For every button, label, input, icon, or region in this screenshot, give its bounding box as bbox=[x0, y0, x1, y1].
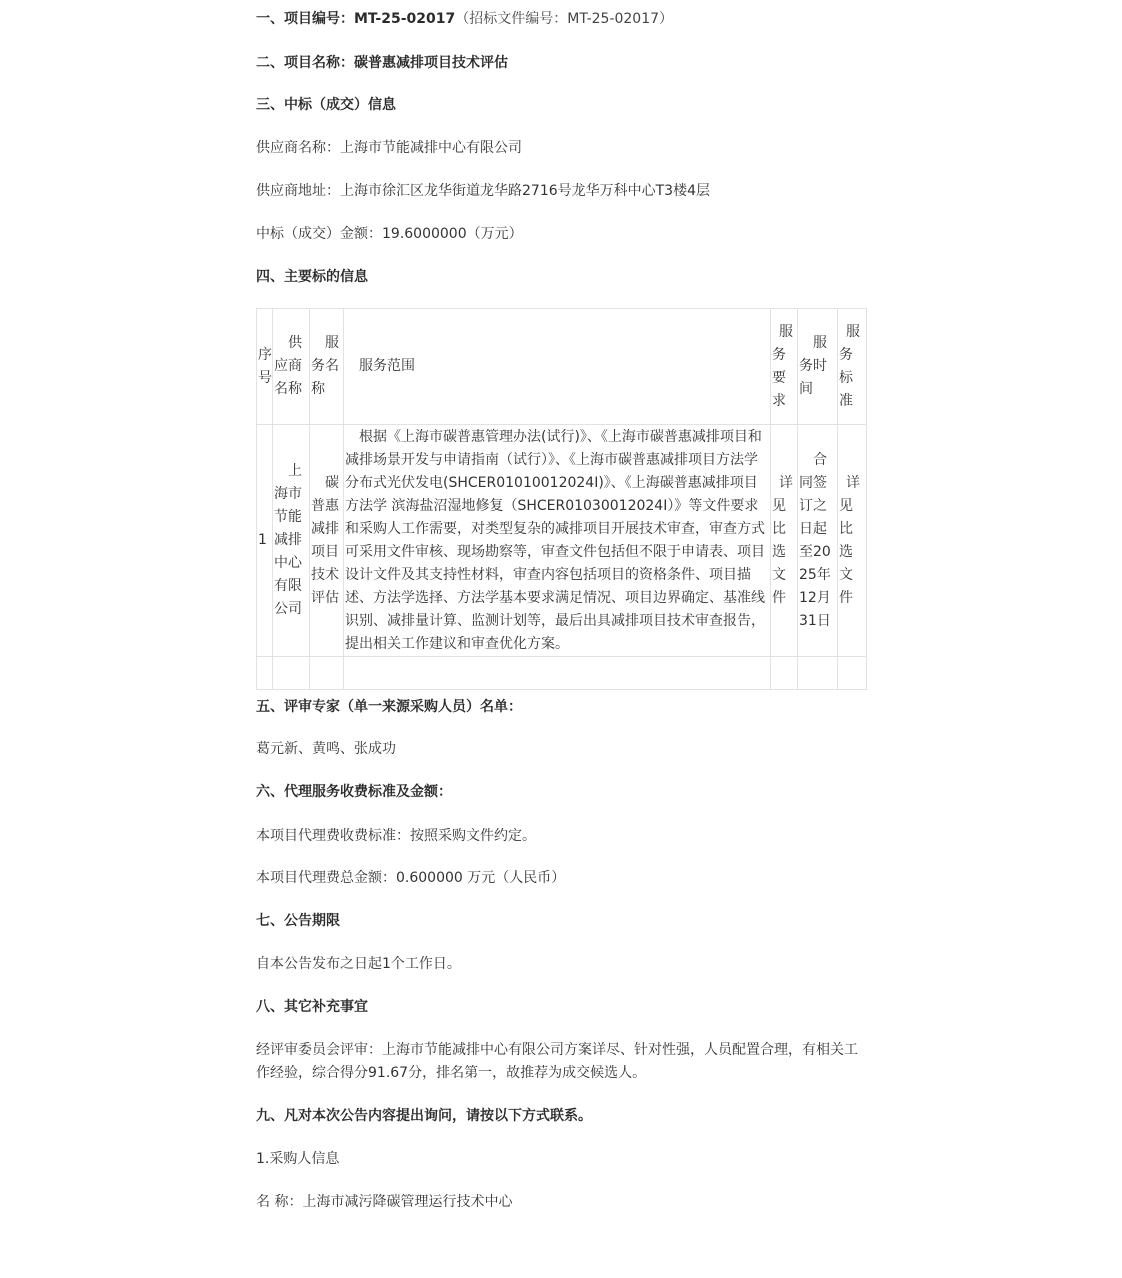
cell-service-scope: 根据《上海市碳普惠管理办法(试行)》、《上海市碳普惠减排项目和减排场景开发与申请指南（试行）》、《上海市碳普惠减排项目方法学 分布式光伏发电(SHCER01010012024I)》、《上海碳普惠减排项目方法学 滨海盐沼湿地修复（SHCER01030012024I）》等文件要求和采购人工作需要，对类型复杂的减排项目开展技术审查，审查方式可采用文件审核、现场勘察等，审查文件包括但不限于申请表、项目设计文件及其支持性材料，审查内容包括项目的资格条件、项目描述、方法学选择、方法学基本要求满足情况、项目边界确定、基准线识别、减排量计算、监测计划等，最后出具减排项目技术审查报告，提出相关工作建议和审查优化方案。 bbox=[344, 425, 771, 657]
project-number-label: 一、项目编号： bbox=[256, 11, 354, 27]
section-notice-period-title: 七、公告期限 bbox=[256, 913, 340, 929]
tender-document-number: （招标文件编号：MT-25-02017） bbox=[455, 11, 674, 27]
other-matters-text: 经评审委员会评审：上海市节能减排中心有限公司方案详尽、针对性强，人员配置合理，有相关工作经验，综合得分91.67分，排名第一，故推荐为成交候选人。 bbox=[256, 1042, 858, 1081]
table-header-row bbox=[257, 309, 867, 425]
section-main-items-title: 四、主要标的信息 bbox=[256, 269, 368, 285]
header-index: 序号 bbox=[257, 309, 273, 425]
table-row-empty bbox=[257, 657, 867, 690]
agency-fee-total: 本项目代理费总金额：0.600000 万元（人民币） bbox=[256, 870, 566, 886]
project-name-value: 碳普惠减排项目技术评估 bbox=[354, 55, 508, 71]
experts-list: 葛元新、黄鸣、张成功 bbox=[256, 741, 396, 757]
section-other-matters-title: 八、其它补充事宜 bbox=[256, 999, 368, 1015]
header-service-standard: 服务标准 bbox=[838, 309, 867, 425]
cell-service-standard: 详见比选文件 bbox=[838, 425, 867, 657]
header-service-requirement: 服务要求 bbox=[771, 309, 798, 425]
agency-fee-standard: 本项目代理费收费标准：按照采购文件约定。 bbox=[256, 828, 536, 844]
project-name-label: 二、项目名称： bbox=[256, 55, 354, 71]
cell-service-name: 碳普惠减排项目技术评估 bbox=[310, 425, 344, 657]
supplier-name: 供应商名称：上海市节能减排中心有限公司 bbox=[256, 140, 522, 156]
section-contact-title: 九、凡对本次公告内容提出询问，请按以下方式联系。 bbox=[256, 1108, 592, 1124]
empty-cell bbox=[771, 657, 798, 690]
table-row bbox=[257, 425, 867, 657]
section-experts-title: 五、评审专家（单一来源采购人员）名单： bbox=[256, 699, 522, 715]
project-number-value: MT-25-02017 bbox=[354, 11, 456, 27]
header-service-scope: 服务范围 bbox=[344, 309, 771, 425]
purchaser-name: 名 称：上海市减污降碳管理运行技术中心 bbox=[256, 1194, 513, 1210]
header-supplier: 供应商名称 bbox=[273, 309, 310, 425]
award-amount: 中标（成交）金额：19.6000000（万元） bbox=[256, 226, 523, 242]
supplier-address: 供应商地址：上海市徐汇区龙华街道龙华路2716号龙华万科中心T3楼4层 bbox=[256, 183, 710, 199]
empty-cell bbox=[798, 657, 838, 690]
header-service-name: 服务名称 bbox=[310, 309, 344, 425]
empty-cell bbox=[344, 657, 771, 690]
purchaser-info-heading: 1.采购人信息 bbox=[256, 1151, 340, 1167]
header-service-time: 服务时间 bbox=[798, 309, 838, 425]
section-project-number bbox=[256, 8, 673, 30]
notice-period-text: 自本公告发布之日起1个工作日。 bbox=[256, 956, 461, 972]
section-project-name bbox=[256, 52, 508, 74]
cell-service-time: 合同签订之日起至2025年12月31日 bbox=[798, 425, 838, 657]
cell-supplier: 上海市节能减排中心有限公司 bbox=[273, 425, 310, 657]
main-items-table bbox=[256, 308, 867, 690]
section-award-info-title: 三、中标（成交）信息 bbox=[256, 97, 396, 113]
empty-cell bbox=[310, 657, 344, 690]
empty-cell bbox=[838, 657, 867, 690]
section-agency-fee-title: 六、代理服务收费标准及金额： bbox=[256, 784, 452, 800]
empty-cell bbox=[257, 657, 273, 690]
cell-index: 1 bbox=[257, 425, 273, 657]
cell-service-requirement: 详见比选文件 bbox=[771, 425, 798, 657]
empty-cell bbox=[273, 657, 310, 690]
